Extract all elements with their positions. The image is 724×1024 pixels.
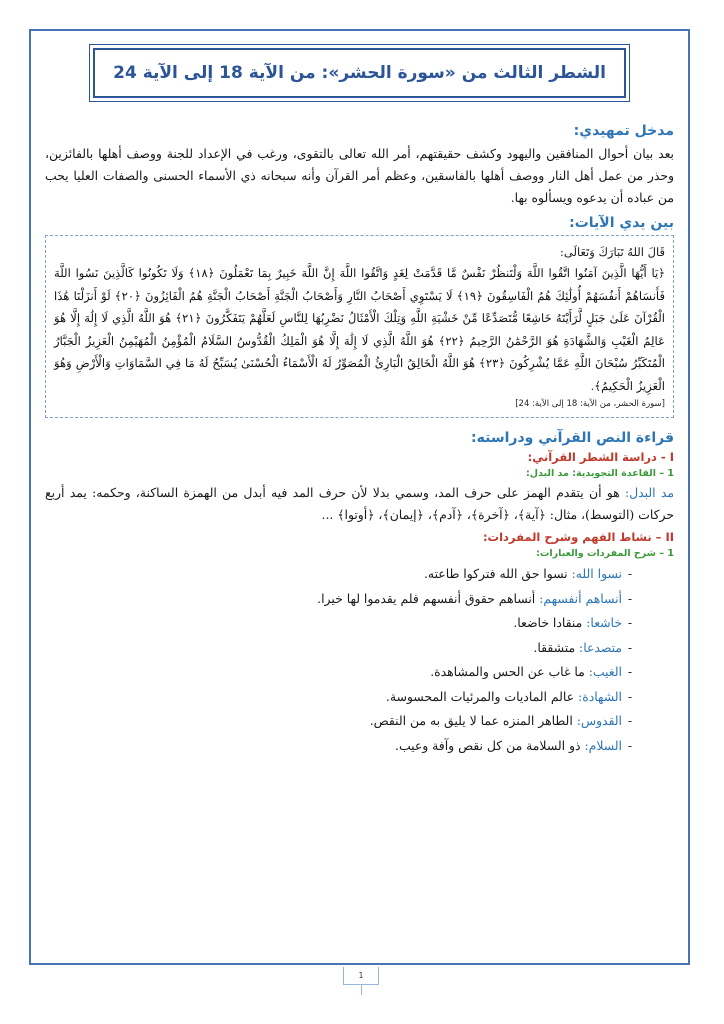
vocab-term: خاشعا: <box>586 615 622 630</box>
vocab-def: ذو السلامة من كل نقص وآفة وعيب. <box>395 737 585 753</box>
vocab-term: السلام: <box>584 737 622 753</box>
list-item <box>45 734 674 759</box>
verses-section <box>45 215 674 418</box>
vocab-def: الطاهر المنزه عما لا يليق به من النقص. <box>369 713 577 728</box>
vocab-def: منقادا خاضعا. <box>513 615 587 630</box>
section2-heading: II – نشاط الفهم وشرح المفردات: <box>482 530 674 544</box>
verses-intro: قَالَ اللهُ تَبَارَكَ وَتَعَالَى: <box>560 245 665 259</box>
page-title: الشطر الثالث من «سورة الحشر»: من الآية 18 إلى الآية 24 <box>113 63 606 83</box>
vocab-term: أنساهم أنفسهم: <box>539 590 622 606</box>
page-frame <box>29 29 690 965</box>
verses-text: ﴿يَا أَيُّهَا الَّذِينَ آمَنُوا اتَّقُوا اللَّهَ وَلْتَنظُرْ نَفْسٌ مَّا قَدَّمَتْ لِغَدٍ وَاتَّقُوا اللَّهَ إِنَّ اللَّهَ خَبِيرٌ بِمَا تَعْمَلُونَ ﴿١٨﴾ وَلَا تَكُونُوا كَالَّذِينَ نَسُوا اللَّهَ فَأَنسَاهُمْ أَنفُسَهُمْ أُولَٰئِكَ هُمُ الْفَاسِقُونَ ﴿١٩﴾ لَا يَسْتَوِي أَصْحَابُ النَّارِ وَأَصْحَابُ الْجَنَّةِ أَصْحَابُ الْجَنَّةِ هُمُ الْفَائِزُونَ ﴿٢٠﴾ لَوْ أَنزَلْنَا هَٰذَا الْقُرْآنَ عَلَىٰ جَبَلٍ لَّرَأَيْتَهُ خَاشِعًا مُّتَصَدِّعًا مِّنْ خَشْيَةِ اللَّهِ وَتِلْكَ الْأَمْثَالُ نَضْرِبُهَا لِلنَّاسِ لَعَلَّهُمْ يَتَفَكَّرُونَ ﴿٢١﴾ هُوَ اللَّهُ الَّذِي لَا إِلَٰهَ إِلَّا هُوَ عَالِمُ الْغَيْبِ وَالشَّهَادَةِ هُوَ الرَّحْمَٰنُ الرَّحِيمُ ﴿٢٢﴾ هُوَ اللَّهُ الَّذِي لَا إِلَٰهَ إِلَّا هُوَ الْمَلِكُ الْقُدُّوسُ السَّلَامُ الْمُؤْمِنُ الْمُهَيْمِنُ الْعَزِيزُ الْجَبَّارُ الْمُتَكَبِّرُ سُبْحَانَ اللَّهِ عَمَّا يُشْرِكُونَ ﴿٢٣﴾ هُوَ اللَّهُ الْخَالِقُ الْبَارِئُ الْمُصَوِّرُ لَهُ الْأَسْمَاءُ الْحُسْنَىٰ يُسَبِّحُ لَهُ مَا فِي السَّمَاوَاتِ وَالْأَرْضِ وَهُوَ الْعَزِيزُ الْحَكِيمُ﴾. <box>54 266 666 393</box>
vocab-term: القدوس: <box>576 713 622 728</box>
vocab-def: نسوا حق الله فتركوا طاعته. <box>423 566 572 581</box>
list-item <box>45 709 674 734</box>
vocab-def: أنساهم حقوق أنفسهم فلم يقدموا لها خيرا. <box>317 590 540 606</box>
verses-source: [سورة الحشر، من الآية: 18 إلى الآية: 24] <box>515 399 665 409</box>
list-item <box>45 685 674 710</box>
vocab-list <box>45 562 674 758</box>
reading-section <box>45 430 674 758</box>
intro-section <box>45 123 674 209</box>
vocab-term: الشهادة: <box>578 688 622 704</box>
vocab-term: متصدعا: <box>579 639 622 655</box>
list-bullet: - <box>627 615 632 630</box>
section1-heading: I - دراسة الشطر القرآني: <box>527 450 674 464</box>
page-number-tick <box>361 985 362 995</box>
page-number: 1 <box>343 967 379 985</box>
verses-heading: بين يدي الآيات: <box>569 215 674 231</box>
vocab-term: نسوا الله: <box>571 566 622 581</box>
list-bullet: - <box>627 566 632 581</box>
section1-subheading: 1 – القاعدة التجويدية: مد البدل: <box>525 468 674 479</box>
list-bullet: - <box>627 737 632 753</box>
title-box-inner <box>93 48 626 98</box>
list-item <box>45 636 674 661</box>
list-bullet: - <box>627 688 632 704</box>
list-bullet: - <box>627 713 632 728</box>
vocab-def: عالم الماديات والمرئيات المحسوسة. <box>385 688 579 704</box>
vocab-def: ما غاب عن الحس والمشاهدة. <box>430 664 589 679</box>
rule-text: هو أن يتقدم الهمز على حرف المد، وسمي بدلا لأن حرف المد فيه أبدل من الهمزة الساكنة، وحكمه: يمد أربع حركات (التوسط)، مثال: ﴿آية﴾، ﴿آخرة﴾، ﴿آدم﴾، ﴿إيمان﴾، ﴿أوتوا﴾ ... <box>45 485 674 522</box>
list-bullet: - <box>627 639 632 655</box>
list-bullet: - <box>627 590 632 606</box>
vocab-def: متشققا. <box>533 639 580 655</box>
list-bullet: - <box>627 664 632 679</box>
tajweed-rule <box>45 482 674 526</box>
list-item <box>45 611 674 636</box>
reading-heading: قراءة النص القرآني ودراسته: <box>471 430 674 446</box>
title-box <box>89 44 630 102</box>
list-item <box>45 660 674 685</box>
intro-text: بعد بيان أحوال المنافقين واليهود وكشف حقيقتهم، أمر الله تعالى بالتقوى، ورغب في الإعداد للجنة ووصف أهلها بالفائزين، وحذر من عمل أهل النار ووصف أهلها بالفاسقين، وعظم أمر القرآن وأنه سبحانه ذي الأسماء الحسنى والصفات العليا يحب من عباده أن يدعوه ويسألوه بها. <box>45 146 674 205</box>
intro-heading: مدخل تمهيدي: <box>573 123 674 139</box>
vocab-term: الغيب: <box>588 664 622 679</box>
section2-subheading: 1 – شرح المفردات والعبارات: <box>536 548 674 559</box>
rule-term: مد البدل: <box>624 485 674 500</box>
page-content <box>45 123 674 758</box>
verses-box <box>45 235 674 418</box>
list-item <box>45 562 674 587</box>
list-item <box>45 587 674 612</box>
